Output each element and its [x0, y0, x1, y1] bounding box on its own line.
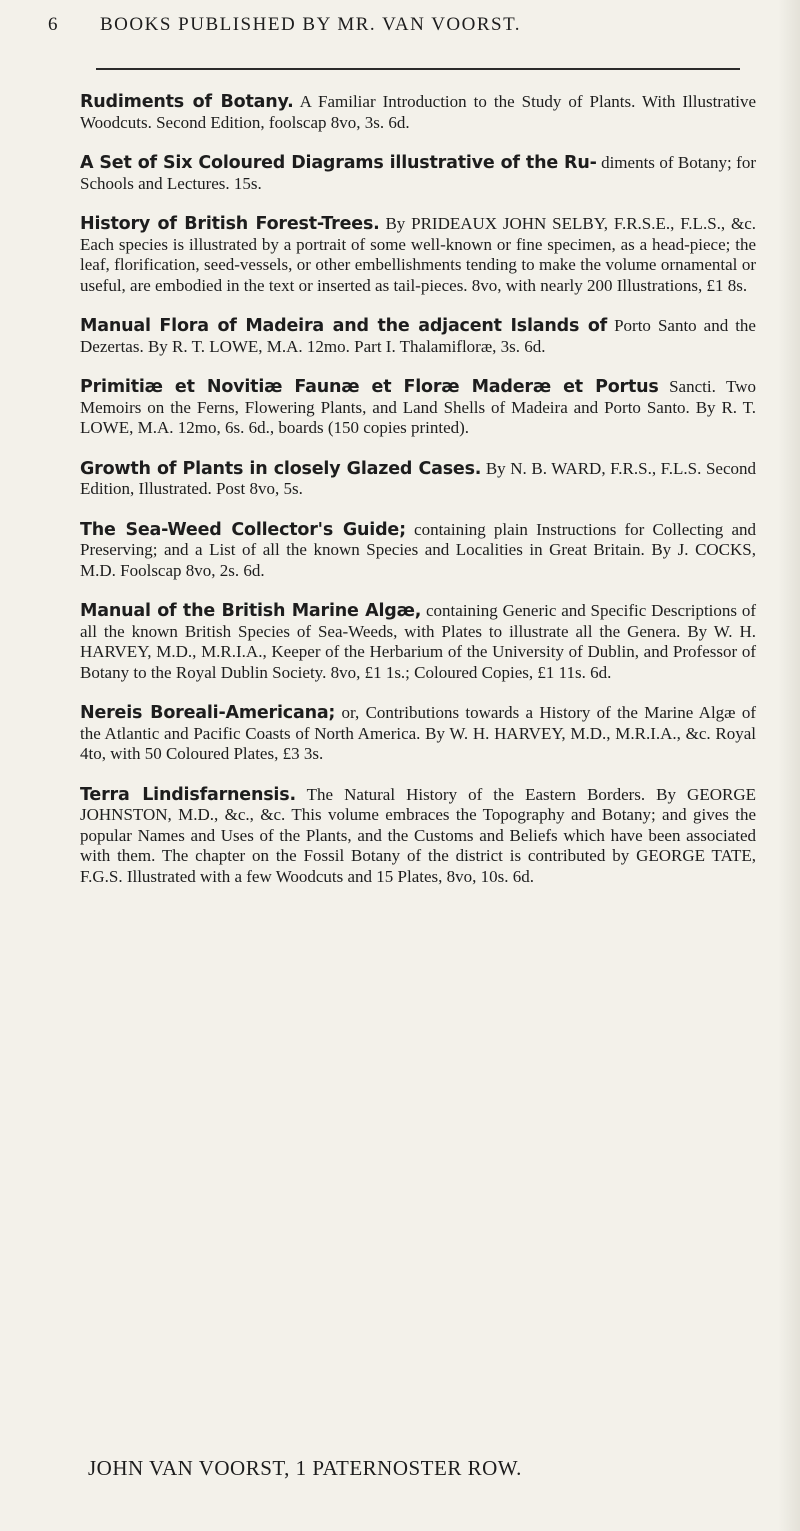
- book-title: Terra Lindisfarnensis.: [80, 784, 296, 805]
- book-title: Manual Flora of Madeira and the adjacent Islands of: [80, 316, 608, 336]
- book-title: Primitiæ et Novitiæ Faunæ et Floræ Maderæ et Portus: [80, 377, 659, 397]
- book-title: History of British Forest-Trees.: [80, 214, 380, 234]
- book-description: containing Generic and Specific Descriptions of all the known British Species of Sea-Weeds, with Plates to illustrate all the Genera. By W. H. HARVEY, M.D., M.R.I.A., Keeper of the Herbarium of the University of Dublin, and Professor of Botany to the Royal Dublin Society. 8vo, £1 1s.; Coloured Copies, £1 11s. 6d.: [80, 601, 756, 682]
- publisher-imprint: JOHN VAN VOORST, 1 PATERNOSTER ROW.: [88, 1456, 522, 1480]
- book-description: containing plain Instructions for Collecting and Preserving; and a List of all the known Species and Localities in Great Britain. By J. COCKS, M.D. Foolscap 8vo, 2s. 6d.: [80, 519, 756, 580]
- book-title: The Sea-Weed Collector's Guide;: [80, 519, 406, 540]
- page-edge-shadow: [778, 0, 800, 1531]
- book-title: Growth of Plants in closely Glazed Cases.: [80, 458, 482, 479]
- book-entry-british-forest-trees: [80, 214, 756, 296]
- running-head: [48, 14, 760, 50]
- book-entry-primitiae: [80, 377, 756, 439]
- header-rule: [96, 68, 740, 70]
- page-number: 6: [48, 14, 59, 35]
- book-description: A Familiar Introduction to the Study of Plants. With Illustrative Woodcuts. Second Edition, foolscap 8vo, 3s. 6d.: [80, 92, 756, 132]
- book-description: Sancti. Two Memoirs on the Ferns, Flowering Plants, and Land Shells of Madeira and Porto Santo. By R. T. LOWE, M.A. 12mo, 6s. 6d., boards (150 copies printed).: [80, 377, 756, 437]
- book-description: By PRIDEAUX JOHN SELBY, F.R.S.E., F.L.S., &c. Each species is illustrated by a portrait of some well-known or fine specimen, as a head-piece; the leaf, florification, seed-vessels, or other embellishments tending to make the volume ornamental or useful, are embodied in the text or inserted as tail-pieces. 8vo, with nearly 200 Illustrations, £1 8s.: [80, 214, 756, 295]
- book-entry-terra-lindisfarnensis: [80, 785, 756, 888]
- book-title: A Set of Six Coloured Diagrams illustrative of the Ru-: [80, 153, 597, 173]
- book-description: The Natural History of the Eastern Borders. By GEORGE JOHNSTON, M.D., &c., &c. This volume embraces the Topography and Botany; and gives the popular Names and Uses of the Plants, and the Customs and Beliefs which have been associated with them. The chapter on the Fossil Botany of the district is contributed by GEORGE TATE, F.G.S. Illustrated with a few Woodcuts and 15 Plates, 8vo, 10s. 6d.: [80, 784, 756, 886]
- book-description: or, Contributions towards a History of the Marine Algæ of the Atlantic and Pacific Coasts of North America. By W. H. HARVEY, M.D., M.R.I.A., &c. Royal 4to, with 50 Coloured Plates, £3 3s.: [80, 703, 756, 763]
- book-entry-nereis: [80, 703, 756, 765]
- book-entry-flora-of-madeira: [80, 316, 756, 357]
- book-entry-marine-algae: [80, 601, 756, 683]
- book-title: Nereis Boreali-Americana;: [80, 703, 336, 723]
- running-title: BOOKS PUBLISHED BY MR. VAN VOORST.: [100, 14, 522, 35]
- book-list: [80, 80, 756, 907]
- book-description: By N. B. WARD, F.R.S., F.L.S. Second Edition, Illustrated. Post 8vo, 5s.: [80, 458, 756, 498]
- book-title: Rudiments of Botany.: [80, 92, 294, 112]
- book-entry-glazed-cases: [80, 459, 756, 500]
- book-entry-sea-weed-guide: [80, 520, 756, 582]
- book-description: diments of Botany; for Schools and Lectures. 15s.: [80, 153, 756, 193]
- book-title: Manual of the British Marine Algæ,: [80, 601, 422, 621]
- book-description: Porto Santo and the Dezertas. By R. T. LOWE, M.A. 12mo. Part I. Thalamifloræ, 3s. 6d.: [80, 316, 756, 356]
- book-entry-coloured-diagrams: [80, 153, 756, 194]
- book-entry-rudiments-of-botany: [80, 92, 756, 133]
